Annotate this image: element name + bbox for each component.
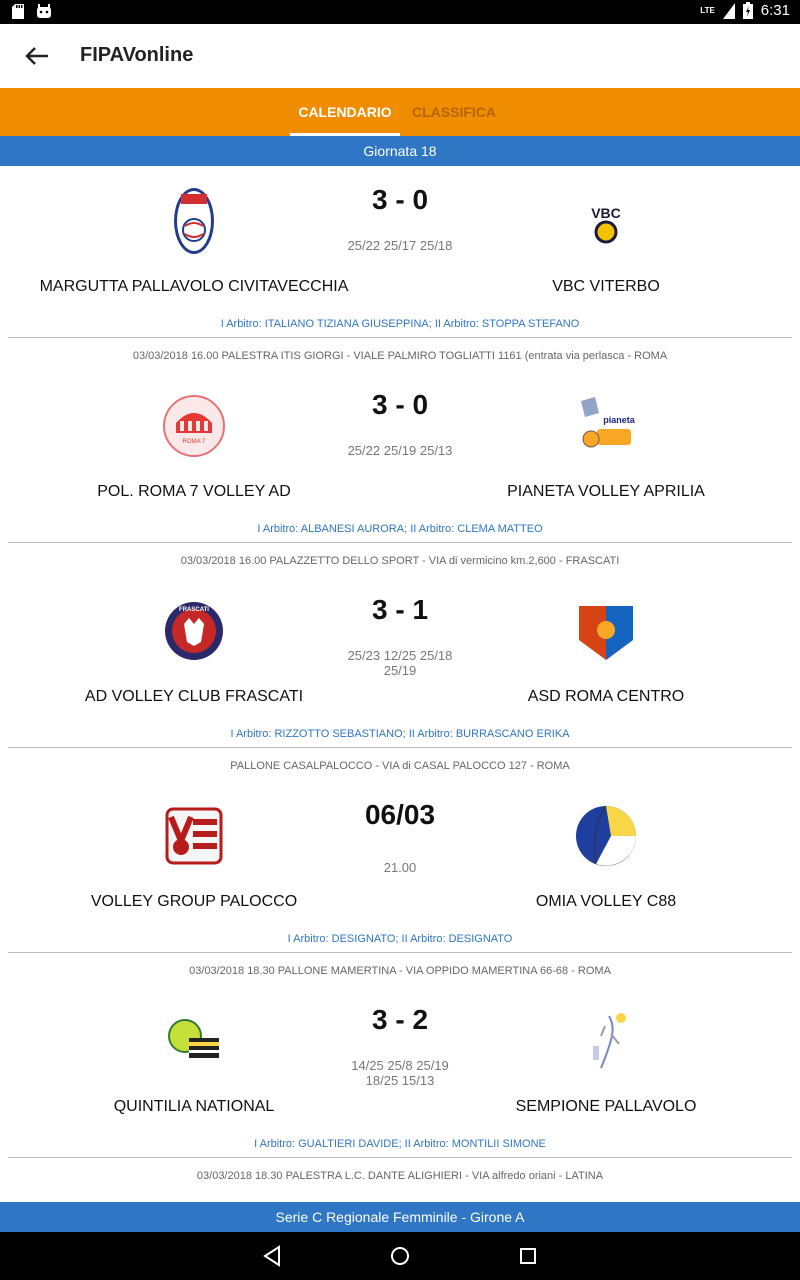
match-time-line: 21.00 <box>383 860 417 875</box>
battery-charging-icon <box>743 2 753 19</box>
set-scores-line: 14/25 25/8 25/19 <box>351 1058 449 1073</box>
divider <box>8 952 792 953</box>
divider <box>8 337 792 338</box>
volleyball-ball-logo <box>571 801 641 871</box>
match-venue: PALLONE CASALPALOCCO - VIA di CASAL PALOCCO 127 - ROMA <box>230 760 570 772</box>
volley-group-roma-logo <box>159 801 229 871</box>
match-time <box>300 860 500 875</box>
nav-back-icon[interactable] <box>260 1244 284 1268</box>
status-bar <box>0 0 800 24</box>
referees: I Arbitro: RIZZOTTO SEBASTIANO; II Arbitro: BURRASCANO ERIKA <box>230 728 570 740</box>
back-arrow-icon[interactable] <box>22 44 50 68</box>
network-label: LTE <box>700 6 715 15</box>
sempione-logo <box>571 1006 641 1076</box>
frascati-logo-text: FRASCATI <box>179 607 209 613</box>
away-team-name: SEMPIONE PALLAVOLO <box>515 1098 697 1115</box>
match-venue: 03/03/2018 16.00 PALESTRA ITIS GIORGI - VIALE PALMIRO TOGLIATTI 1161 (entrata via perlasca - ROMA <box>132 350 668 362</box>
away-team-name: ASD ROMA CENTRO <box>527 688 685 705</box>
sd-card-icon <box>12 4 24 19</box>
match-card[interactable] <box>0 371 800 576</box>
match-score: 3 - 2 <box>371 1004 429 1035</box>
system-nav-bar <box>0 1232 800 1280</box>
set-scores-line: 25/22 25/17 25/18 <box>347 238 453 253</box>
set-scores-line: 25/22 25/19 25/13 <box>347 443 453 458</box>
referees: I Arbitro: ALBANESI AURORA; II Arbitro: CLEMA MATTEO <box>257 523 543 535</box>
roma7-logo-text: ROMA 7 <box>182 439 206 445</box>
set-scores-line: 25/23 12/25 25/18 <box>347 648 453 663</box>
app-bar <box>0 24 800 88</box>
set-scores-line: 18/25 15/13 <box>365 1073 435 1088</box>
away-team-name: OMIA VOLLEY C88 <box>535 893 677 910</box>
referees: I Arbitro: GUALTIERI DAVIDE; II Arbitro: MONTILII SIMONE <box>254 1138 546 1150</box>
quintilia-logo <box>159 1006 229 1076</box>
away-team-name: VBC VITERBO <box>552 278 660 295</box>
set-scores-line: 25/19 <box>383 663 417 678</box>
match-card[interactable] <box>0 986 800 1191</box>
round-header: Giornata 18 <box>0 136 800 166</box>
match-venue: 03/03/2018 18.30 PALLONE MAMERTINA - VIA OPPIDO MAMERTINA 66-68 - ROMA <box>189 965 611 977</box>
home-team-name: VOLLEY GROUP PALOCCO <box>90 893 298 910</box>
clock: 6:31 <box>760 2 790 19</box>
set-scores <box>300 648 500 678</box>
set-scores <box>300 443 500 458</box>
vbc-logo <box>571 186 641 256</box>
match-venue: 03/03/2018 16.00 PALAZZETTO DELLO SPORT - VIA di vermicino km.2,600 - FRASCATI <box>180 555 620 567</box>
match-score: 3 - 1 <box>371 594 429 625</box>
away-team-name: PIANETA VOLLEY APRILIA <box>507 483 705 500</box>
referees: I Arbitro: DESIGNATO; II Arbitro: DESIGNATO <box>287 933 513 945</box>
home-team-name: QUINTILIA NATIONAL <box>113 1098 275 1115</box>
app-title: FIPAVonline <box>80 44 194 66</box>
match-score: 3 - 0 <box>371 389 429 420</box>
set-scores <box>300 238 500 253</box>
match-score: 3 - 0 <box>371 184 429 215</box>
nav-home-icon[interactable] <box>388 1244 412 1268</box>
pianeta-logo-text: pianeta <box>603 415 635 425</box>
home-team-name: AD VOLLEY CLUB FRASCATI <box>84 688 304 705</box>
civitavecchia-logo <box>159 186 229 256</box>
match-list[interactable] <box>0 166 800 1202</box>
vbc-logo-text: VBC <box>591 205 621 221</box>
signal-icon <box>723 3 735 19</box>
divider <box>8 1157 792 1158</box>
android-icon <box>36 4 52 19</box>
pianeta-volley-logo <box>571 391 641 461</box>
home-team-name: POL. ROMA 7 VOLLEY AD <box>97 483 291 500</box>
home-team-name: MARGUTTA PALLAVOLO CIVITAVECCHIA <box>39 278 349 295</box>
divider <box>8 542 792 543</box>
tab-calendario[interactable]: CALENDARIO <box>290 88 400 136</box>
match-card[interactable] <box>0 576 800 781</box>
referees: I Arbitro: ITALIANO TIZIANA GIUSEPPINA; II Arbitro: STOPPA STEFANO <box>220 318 580 330</box>
league-footer: Serie C Regionale Femminile - Girone A <box>0 1202 800 1232</box>
tab-bar <box>0 88 800 136</box>
match-date: 06/03 <box>364 799 436 830</box>
match-card[interactable] <box>0 781 800 986</box>
tab-classifica[interactable]: CLASSIFICA <box>412 104 496 120</box>
roma-centro-logo <box>571 596 641 666</box>
frascati-logo <box>159 596 229 666</box>
set-scores <box>300 1058 500 1088</box>
divider <box>8 747 792 748</box>
roma7-logo <box>159 391 229 461</box>
match-venue: 03/03/2018 18.30 PALESTRA L.C. DANTE ALIGHIERI - VIA alfredo oriani - LATINA <box>196 1170 604 1182</box>
match-card[interactable] <box>0 166 800 371</box>
nav-recents-icon[interactable] <box>516 1244 540 1268</box>
